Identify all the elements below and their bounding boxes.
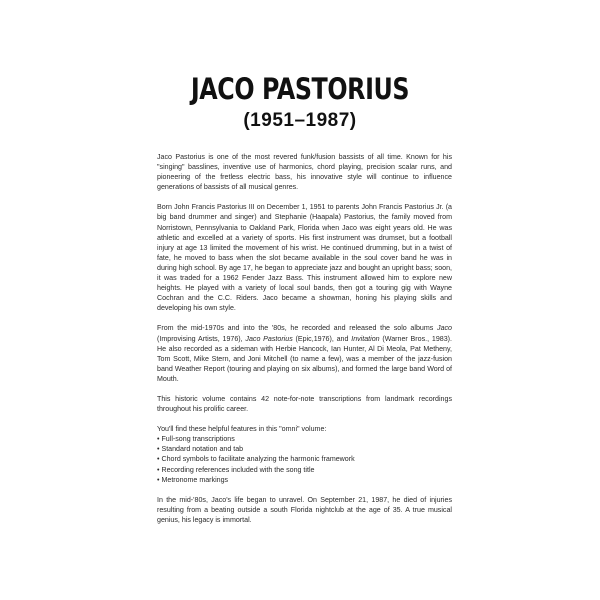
features-list [157, 434, 452, 484]
life-dates: (1951–1987) [243, 110, 357, 131]
feature-item: • Recording references included with the song title [157, 465, 452, 475]
volume-paragraph: This historic volume contains 42 note-for-note transcriptions from landmark recordings throughout his prolific career. [157, 394, 452, 414]
album-title: Jaco Pastorius [245, 334, 293, 343]
album-info: (Improvising Artists, 1976), [157, 334, 246, 343]
feature-item: • Full-song transcriptions [157, 434, 452, 444]
page-title: JACO PASTORIUS [190, 72, 410, 106]
biography-paragraph: Born John Francis Pastorius III on December 1, 1951 to parents John Francis Pastorius Jr. (a big band drummer and singer) and Stephanie (Haapala) Pastorius, the family moved from Norristown, Pennsylvania to Oakland Park, Florida when Jaco was eight years old. He was athletic and excelled at a variety of sports. His first instrument was drumset, but a football injury at age 13 limited the movement of his wrist. He continued drumming, but in a twist of fate, he moved to bass when the slot became available in the soul cover band he was in during high school. By age 17, he began to appreciate jazz and bought an upright bass; soon, it was traded for a 1962 Fender Jazz Bass. This instrument allowed him to explore new heights. He played with a variety of local soul bands, then got a touring gig with Wayne Cochran and the C.C. Riders. Jaco became a showman, honing his playing skills and developing his own style. [157, 203, 452, 313]
discography-paragraph [157, 323, 452, 384]
album-info: (Epic,1976), and [292, 334, 352, 343]
feature-item: • Chord symbols to facilitate analyzing the harmonic framework [157, 454, 452, 464]
feature-item: • Metronome markings [157, 475, 452, 485]
discography-rest: (Warner Bros., 1983). He also recorded as a sideman with Herbie Hancock, Ian Hunter, Al Di Meola, Pat Metheny, Tom Scott, Mike Stern, and Joni Mitchell (to name a few), was a member of the jazz-fusion band Weather Report (touring and playing on six albums), and formed the large band Word of Mouth. [157, 334, 452, 383]
features-intro: You'll find these helpful features in this "omni" volume: [157, 425, 327, 434]
album-title: Invitation [351, 334, 380, 343]
closing-paragraph: In the mid-'80s, Jaco's life began to unravel. On September 21, 1987, he died of injuries resulting from a beating outside a south Florida nightclub at the age of 35. A true musical genius, his legacy is immortal. [157, 495, 452, 524]
album-title: Jaco [437, 324, 452, 333]
feature-item: • Standard notation and tab [157, 444, 452, 454]
intro-paragraph: Jaco Pastorius is one of the most revered funk/fusion bassists of all time. Known for his "singing" basslines, inventive use of harmonics, chord playing, precision scalar runs, and pioneering of the fretless electric bass, his innovative style will continue to influence generations of bassists of all musical genres. [157, 153, 452, 192]
discography-intro: From the mid-1970s and into the '80s, he recorded and released the solo albums [157, 324, 438, 333]
document-body [157, 152, 452, 535]
